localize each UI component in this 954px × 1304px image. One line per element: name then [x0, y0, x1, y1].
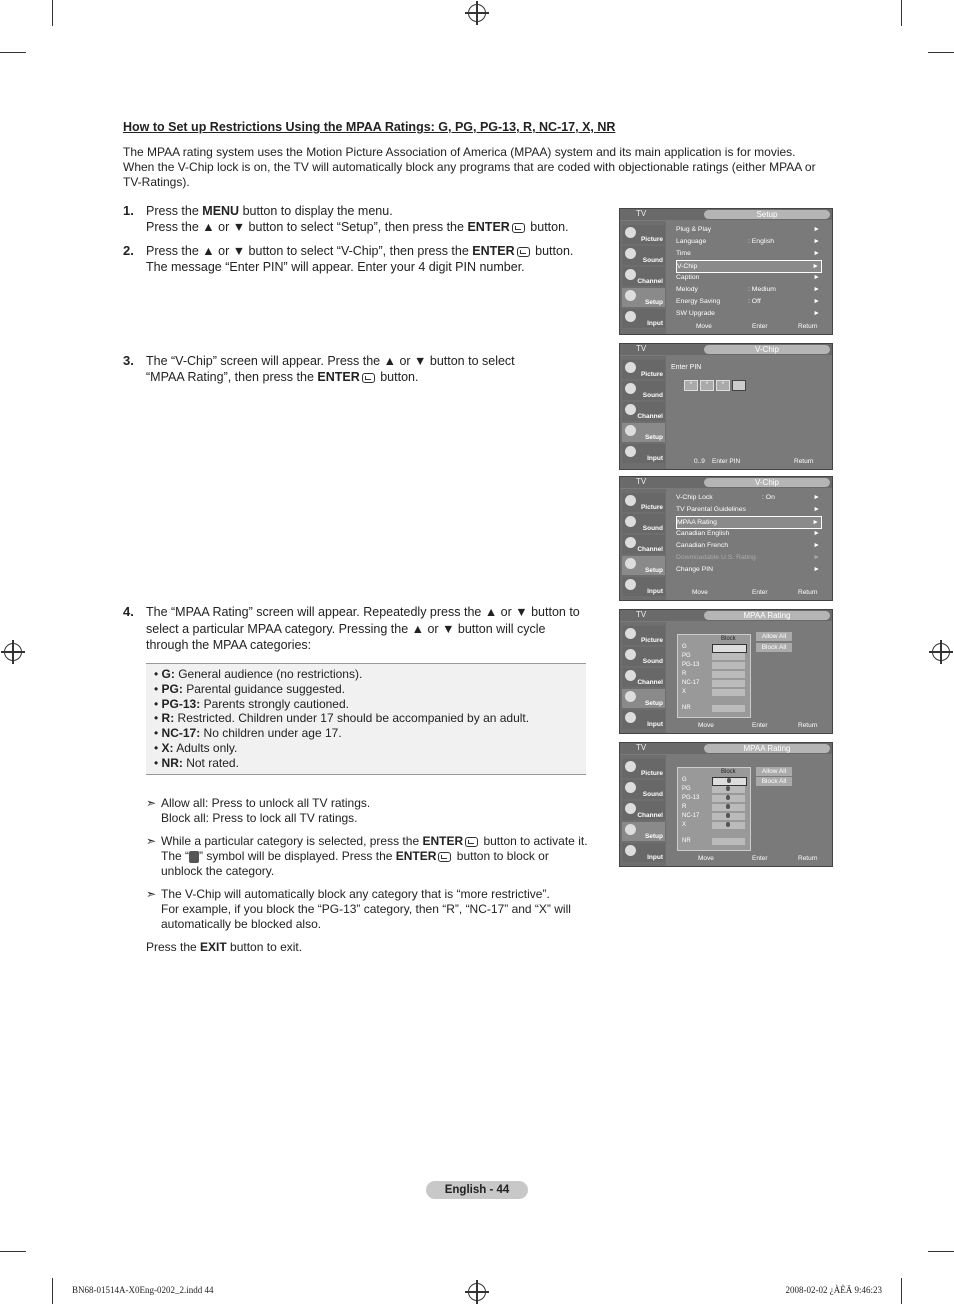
setup-icon [625, 290, 636, 301]
note-text: ” symbol will be displayed. Press the [199, 849, 396, 863]
footer-hint: Enter [752, 323, 768, 330]
crop-mark [0, 52, 26, 53]
screen-title: MPAA Rating [704, 611, 830, 620]
sidebar-item-sound [622, 780, 665, 799]
registration-mark-icon [932, 643, 950, 661]
lock-icon [726, 804, 730, 809]
sidebar-item-picture [622, 493, 665, 512]
step-text: The message “Enter PIN” will appear. Enter your 4 digit PIN number. [146, 260, 525, 274]
note-allow-block [146, 796, 596, 826]
sidebar-item-channel [622, 801, 665, 820]
block-cell [712, 795, 745, 802]
setup-icon [625, 558, 636, 569]
menu-item-selected: V-Chip ► [676, 260, 822, 273]
menu-item: Change PIN ► [676, 566, 820, 573]
enter-icon [438, 852, 451, 862]
sound-icon [625, 649, 636, 660]
menu-item: Melody : Medium ► [676, 286, 820, 293]
step-text: “MPAA Rating”, then press the [146, 370, 318, 384]
tv-title-bar [620, 344, 832, 355]
sidebar-label: Setup [644, 700, 663, 707]
sound-icon [625, 516, 636, 527]
sidebar-label: Setup [644, 833, 663, 840]
step-text: button. [526, 220, 569, 234]
note-text: automatically be blocked also. [161, 917, 322, 931]
step-number: 3. [123, 353, 134, 368]
picture-icon [625, 362, 636, 373]
block-header: Block [721, 769, 736, 775]
enter-key: ENTER [472, 244, 515, 258]
ratings-list-box [146, 663, 586, 775]
sidebar-item-input [622, 444, 665, 463]
tv-label: TV [636, 610, 647, 619]
sidebar-label: Sound [642, 525, 663, 532]
channel-icon [625, 537, 636, 548]
sidebar-label: Input [647, 320, 663, 327]
pin-digit: * [700, 380, 714, 391]
sidebar-item-channel [622, 402, 665, 421]
sidebar-label: Input [647, 721, 663, 728]
enter-key: ENTER [317, 370, 360, 384]
rating-row: PG-13 [682, 795, 746, 803]
sidebar-item-picture [622, 360, 665, 379]
block-all-button: Block All [756, 643, 792, 652]
lock-icon [189, 851, 199, 863]
sidebar-item-input [622, 843, 665, 862]
sidebar-item-picture [622, 759, 665, 778]
step-text: button. [376, 370, 419, 384]
rating-row: G [682, 644, 746, 652]
step-number: 1. [123, 203, 134, 218]
crop-mark [0, 1251, 26, 1252]
sidebar-item-setup [622, 689, 665, 708]
note-text: Press the [146, 940, 201, 954]
menu-item-disabled: Downloadable U.S. Rating ► [676, 554, 820, 561]
note-text: button to exit. [226, 940, 303, 954]
step-text: button. [531, 244, 574, 258]
crop-mark [52, 1278, 53, 1304]
sidebar-item-channel [622, 267, 665, 286]
tv-label: TV [636, 477, 647, 486]
step-text: button to display the menu. [239, 204, 393, 218]
tv-footer [670, 722, 828, 732]
footer-hint: Move [698, 722, 714, 729]
sidebar-item-picture [622, 626, 665, 645]
block-cell [712, 804, 745, 811]
block-cell [712, 838, 745, 845]
tv-title-bar [620, 477, 832, 488]
allow-all-button: Allow All [756, 632, 792, 641]
step-number: 4. [123, 604, 134, 619]
rating-row-nr: NR [682, 705, 746, 713]
menu-item: Caption ► [676, 274, 820, 281]
menu-item-selected: MPAA Rating ► [676, 516, 822, 529]
sidebar-label: Sound [642, 257, 663, 264]
sidebar-item-input [622, 710, 665, 729]
lock-icon [727, 778, 731, 783]
sidebar-label: Setup [644, 299, 663, 306]
pin-prompt: Enter PIN [671, 364, 702, 371]
lock-icon [726, 786, 730, 791]
rating-row: PG [682, 786, 746, 794]
exit-key: EXIT [200, 940, 227, 954]
menu-item: Language : English ► [676, 238, 820, 245]
note-arrow-icon: ➣ [146, 834, 157, 848]
tv-title-bar [620, 209, 832, 220]
note-arrow-icon: ➣ [146, 887, 157, 901]
menu-item: Time ► [676, 250, 820, 257]
enter-icon [512, 223, 525, 233]
sidebar-item-channel [622, 668, 665, 687]
note-text: For example, if you block the “PG-13” category, then “R”, “NC-17” and “X” will [161, 902, 571, 916]
rating-panel [677, 767, 751, 851]
sidebar-item-picture [622, 225, 665, 244]
sound-icon [625, 782, 636, 793]
block-cell [712, 644, 747, 653]
menu-item: Canadian English ► [676, 530, 820, 537]
step-text: The “MPAA Rating” screen will appear. Repeatedly press the ▲ or ▼ button to select a particular MPAA category. Pressing the ▲ or ▼ button will cycle through the MPAA categories: [146, 605, 580, 652]
setup-icon [625, 824, 636, 835]
footer-hint: Return [798, 323, 818, 330]
tv-screen-mpaa-rating [619, 609, 833, 734]
input-icon [625, 579, 636, 590]
note-restrictive [146, 887, 596, 932]
tv-title-bar [620, 610, 832, 621]
registration-mark-icon [4, 643, 22, 661]
menu-item: SW Upgrade ► [676, 310, 820, 317]
lock-icon [726, 822, 730, 827]
sidebar-label: Picture [640, 770, 663, 777]
crop-mark [901, 1278, 902, 1304]
block-all-button: Block All [756, 777, 792, 786]
block-cell [712, 653, 745, 660]
allow-all-button: Allow All [756, 767, 792, 776]
footer-hint: Return [798, 722, 818, 729]
rating-row: NC-17 [682, 813, 746, 821]
tv-label: TV [636, 344, 647, 353]
menu-item: Plug & Play ► [676, 226, 820, 233]
step-text: Press the [146, 204, 203, 218]
enter-key: ENTER [395, 849, 437, 863]
crop-mark [52, 0, 53, 26]
footer-hint: Move [696, 323, 712, 330]
input-icon [625, 311, 636, 322]
step-text: The “V-Chip” screen will appear. Press the ▲ or ▼ button to select [146, 354, 515, 368]
sidebar-label: Channel [637, 679, 663, 686]
sidebar-item-input [622, 577, 665, 596]
tv-screen-setup [619, 208, 833, 335]
sidebar-item-sound [622, 381, 665, 400]
tv-footer [670, 589, 828, 599]
picture-icon [625, 628, 636, 639]
registration-mark-icon [468, 1283, 486, 1301]
setup-icon [625, 425, 636, 436]
sidebar-label: Setup [644, 434, 663, 441]
input-icon [625, 845, 636, 856]
enter-icon [517, 247, 530, 257]
sidebar-item-sound [622, 514, 665, 533]
footer-key: 0..9 [694, 458, 705, 465]
footer-hint: Enter [752, 589, 768, 596]
footer-hint: Move [692, 589, 708, 596]
step-text: Press the ▲ or ▼ button to select “Setup”, then press the [146, 220, 468, 234]
rating-row: PG [682, 653, 746, 661]
note-text: unblock the category. [161, 864, 275, 878]
sound-icon [625, 248, 636, 259]
tv-footer [670, 855, 828, 865]
rating-row: R [682, 804, 746, 812]
rating-row: X [682, 689, 746, 697]
footer-hint: Enter [752, 855, 768, 862]
sidebar-label: Channel [637, 278, 663, 285]
screen-title: Setup [704, 210, 830, 219]
step-text: Press the ▲ or ▼ button to select “V-Chip”, then press the [146, 244, 473, 258]
note-text: While a particular category is selected, press the [161, 834, 423, 848]
sidebar-item-input [622, 309, 665, 328]
picture-icon [625, 495, 636, 506]
block-cell [712, 662, 745, 669]
channel-icon [625, 269, 636, 280]
print-file-info: BN68-01514A-X0Eng-0202_2.indd 44 [72, 1285, 214, 1295]
footer-hint: Enter [752, 722, 768, 729]
list-item: • G: General audience (no restrictions). [154, 667, 586, 682]
menu-item: V-Chip Lock : On ► [676, 494, 820, 501]
print-date-info: 2008-02-02 ¿ÀÈÄ 9:46:23 [785, 1285, 882, 1295]
sidebar-label: Input [647, 588, 663, 595]
menu-key: MENU [202, 204, 240, 218]
list-item: • R: Restricted. Children under 17 should be accompanied by an adult. [154, 711, 586, 726]
sidebar-label: Channel [637, 546, 663, 553]
pin-digit: * [716, 380, 730, 391]
setup-icon [625, 691, 636, 702]
sidebar-label: Input [647, 455, 663, 462]
list-item: • PG: Parental guidance suggested. [154, 682, 586, 697]
block-cell [712, 813, 745, 820]
note-activate [146, 834, 596, 879]
menu-item: Energy Saving : Off ► [676, 298, 820, 305]
note-text: button to block or [453, 849, 549, 863]
menu-item: Canadian French ► [676, 542, 820, 549]
crop-mark [901, 0, 902, 26]
footer-hint: Move [698, 855, 714, 862]
block-header: Block [721, 636, 736, 642]
screen-title: V-Chip [704, 478, 830, 487]
sidebar-item-channel [622, 535, 665, 554]
sidebar-label: Input [647, 854, 663, 861]
block-cell [712, 822, 745, 829]
sidebar-item-setup [622, 288, 665, 307]
tv-footer [670, 458, 828, 468]
section-heading: How to Set up Restrictions Using the MPAA Ratings: G, PG, PG-13, R, NC-17, X, NR [123, 120, 616, 134]
sidebar-item-sound [622, 647, 665, 666]
tv-footer [670, 323, 828, 333]
sidebar-label: Channel [637, 413, 663, 420]
list-item: • X: Adults only. [154, 741, 586, 756]
screen-title: MPAA Rating [704, 744, 830, 753]
channel-icon [625, 404, 636, 415]
rating-panel [677, 634, 751, 718]
intro-paragraph: The MPAA rating system uses the Motion Picture Association of America (MPAA) system and its main application is for movies. When the V-Chip lock is on, the TV will automatically block any programs that are coded with objectionable ratings (either MPAA or TV-Ratings). [123, 145, 816, 189]
tv-label: TV [636, 743, 647, 752]
input-icon [625, 712, 636, 723]
sidebar-label: Sound [642, 791, 663, 798]
sidebar-label: Picture [640, 236, 663, 243]
registration-mark-icon [468, 4, 486, 22]
tv-screen-vchip [619, 476, 833, 601]
block-cell [712, 777, 747, 786]
enter-key: ENTER [467, 220, 510, 234]
page-number: English - 44 [426, 1181, 528, 1199]
sidebar-item-sound [622, 246, 665, 265]
rating-row: G [682, 777, 746, 785]
rating-row: X [682, 822, 746, 830]
channel-icon [625, 670, 636, 681]
note-text: Allow all: Press to unlock all TV ratings. [161, 796, 371, 810]
sidebar-label: Setup [644, 567, 663, 574]
enter-key: ENTER [422, 834, 464, 848]
rating-row: PG-13 [682, 662, 746, 670]
sidebar-item-setup [622, 822, 665, 841]
enter-icon [362, 373, 375, 383]
list-item: • NR: Not rated. [154, 756, 586, 771]
lock-icon [726, 813, 730, 818]
sidebar-label: Sound [642, 392, 663, 399]
list-item: • PG-13: Parents strongly cautioned. [154, 697, 586, 712]
picture-icon [625, 761, 636, 772]
enter-icon [465, 837, 478, 847]
sound-icon [625, 383, 636, 394]
list-item: • NC-17: No children under age 17. [154, 726, 586, 741]
rating-row: NC-17 [682, 680, 746, 688]
sidebar-label: Picture [640, 637, 663, 644]
sidebar-label: Picture [640, 504, 663, 511]
lock-icon [726, 795, 730, 800]
menu-item: TV Parental Guidelines ► [676, 506, 820, 513]
channel-icon [625, 803, 636, 814]
footer-hint: Enter PIN [712, 458, 741, 465]
note-text: Block all: Press to lock all TV ratings. [161, 811, 358, 825]
sidebar-label: Sound [642, 658, 663, 665]
footer-hint: Return [794, 458, 814, 465]
block-cell [712, 786, 745, 793]
screen-title: V-Chip [704, 345, 830, 354]
block-cell [712, 671, 745, 678]
rating-row: R [682, 671, 746, 679]
input-icon [625, 446, 636, 457]
block-cell [712, 705, 745, 712]
tv-screen-enter-pin [619, 343, 833, 470]
block-cell [712, 689, 745, 696]
rating-row-nr: NR [682, 838, 746, 846]
tv-title-bar [620, 743, 832, 754]
sidebar-label: Picture [640, 371, 663, 378]
sidebar-item-setup [622, 556, 665, 575]
exit-instruction [146, 940, 596, 955]
sidebar-item-setup [622, 423, 665, 442]
footer-hint: Return [798, 855, 818, 862]
note-text: button to activate it. [480, 834, 588, 848]
tv-label: TV [636, 209, 647, 218]
tv-screen-mpaa-rating-locked [619, 742, 833, 867]
footer-hint: Return [798, 589, 818, 596]
note-arrow-icon: ➣ [146, 796, 157, 810]
pin-digit-active [732, 380, 746, 391]
pin-digit: * [684, 380, 698, 391]
note-text: The “ [161, 849, 190, 863]
picture-icon [625, 227, 636, 238]
block-cell [712, 680, 745, 687]
step-number: 2. [123, 243, 134, 258]
crop-mark [928, 1251, 954, 1252]
crop-mark [928, 52, 954, 53]
note-text: The V-Chip will automatically block any category that is “more restrictive”. [161, 887, 550, 901]
sidebar-label: Channel [637, 812, 663, 819]
